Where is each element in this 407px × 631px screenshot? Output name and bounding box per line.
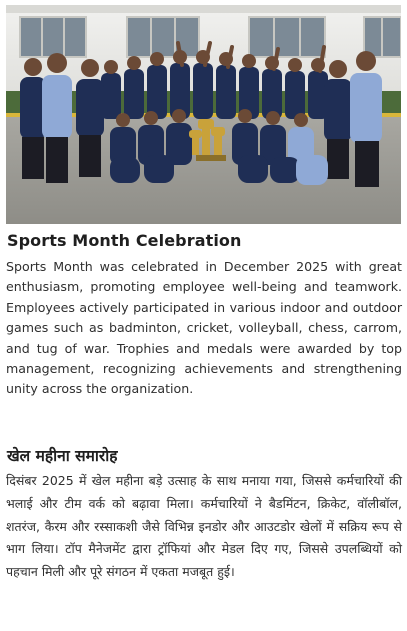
article-title-hindi: खेल महीना समारोह <box>7 447 118 465</box>
article-body-hindi: दिसंबर 2025 में खेल महीना बड़े उत्साह के साथ मनाया गया, जिससे कर्मचारियों की भलाई और टीम वर्क को बढ़ावा मिला। कर्मचारियों ने बैडमिंटन, क्रिकेट, वॉलीबॉल, शतरंज, कैरम और रस्साकशी जैसे विभिन्न इनडोर और आउटडोर खेलों में सक्रिय रूप से भाग लिया। टॉप मैनेजमेंट द्वारा ट्रॉफियां और मेडल दिए गए, जिससे उपलब्धियों को पहचान मिली और पूरे संगठन में एकता मजबूत हुई। <box>6 473 402 580</box>
group-photo-illustration <box>6 5 401 224</box>
group-photo <box>6 5 401 224</box>
article-title-english: Sports Month Celebration <box>7 231 242 250</box>
article-body-english: Sports Month was celebrated in December 2025 with great enthusiasm, promoting employee well-being and teamwork. Employees actively participated in various indoor and outdoor games such as badminton, cricket, volleyball, chess, carrom, and tug of war. Trophies and medals were awarded by top management, recognizing achievements and strengthening unity across the organization. <box>6 259 402 397</box>
